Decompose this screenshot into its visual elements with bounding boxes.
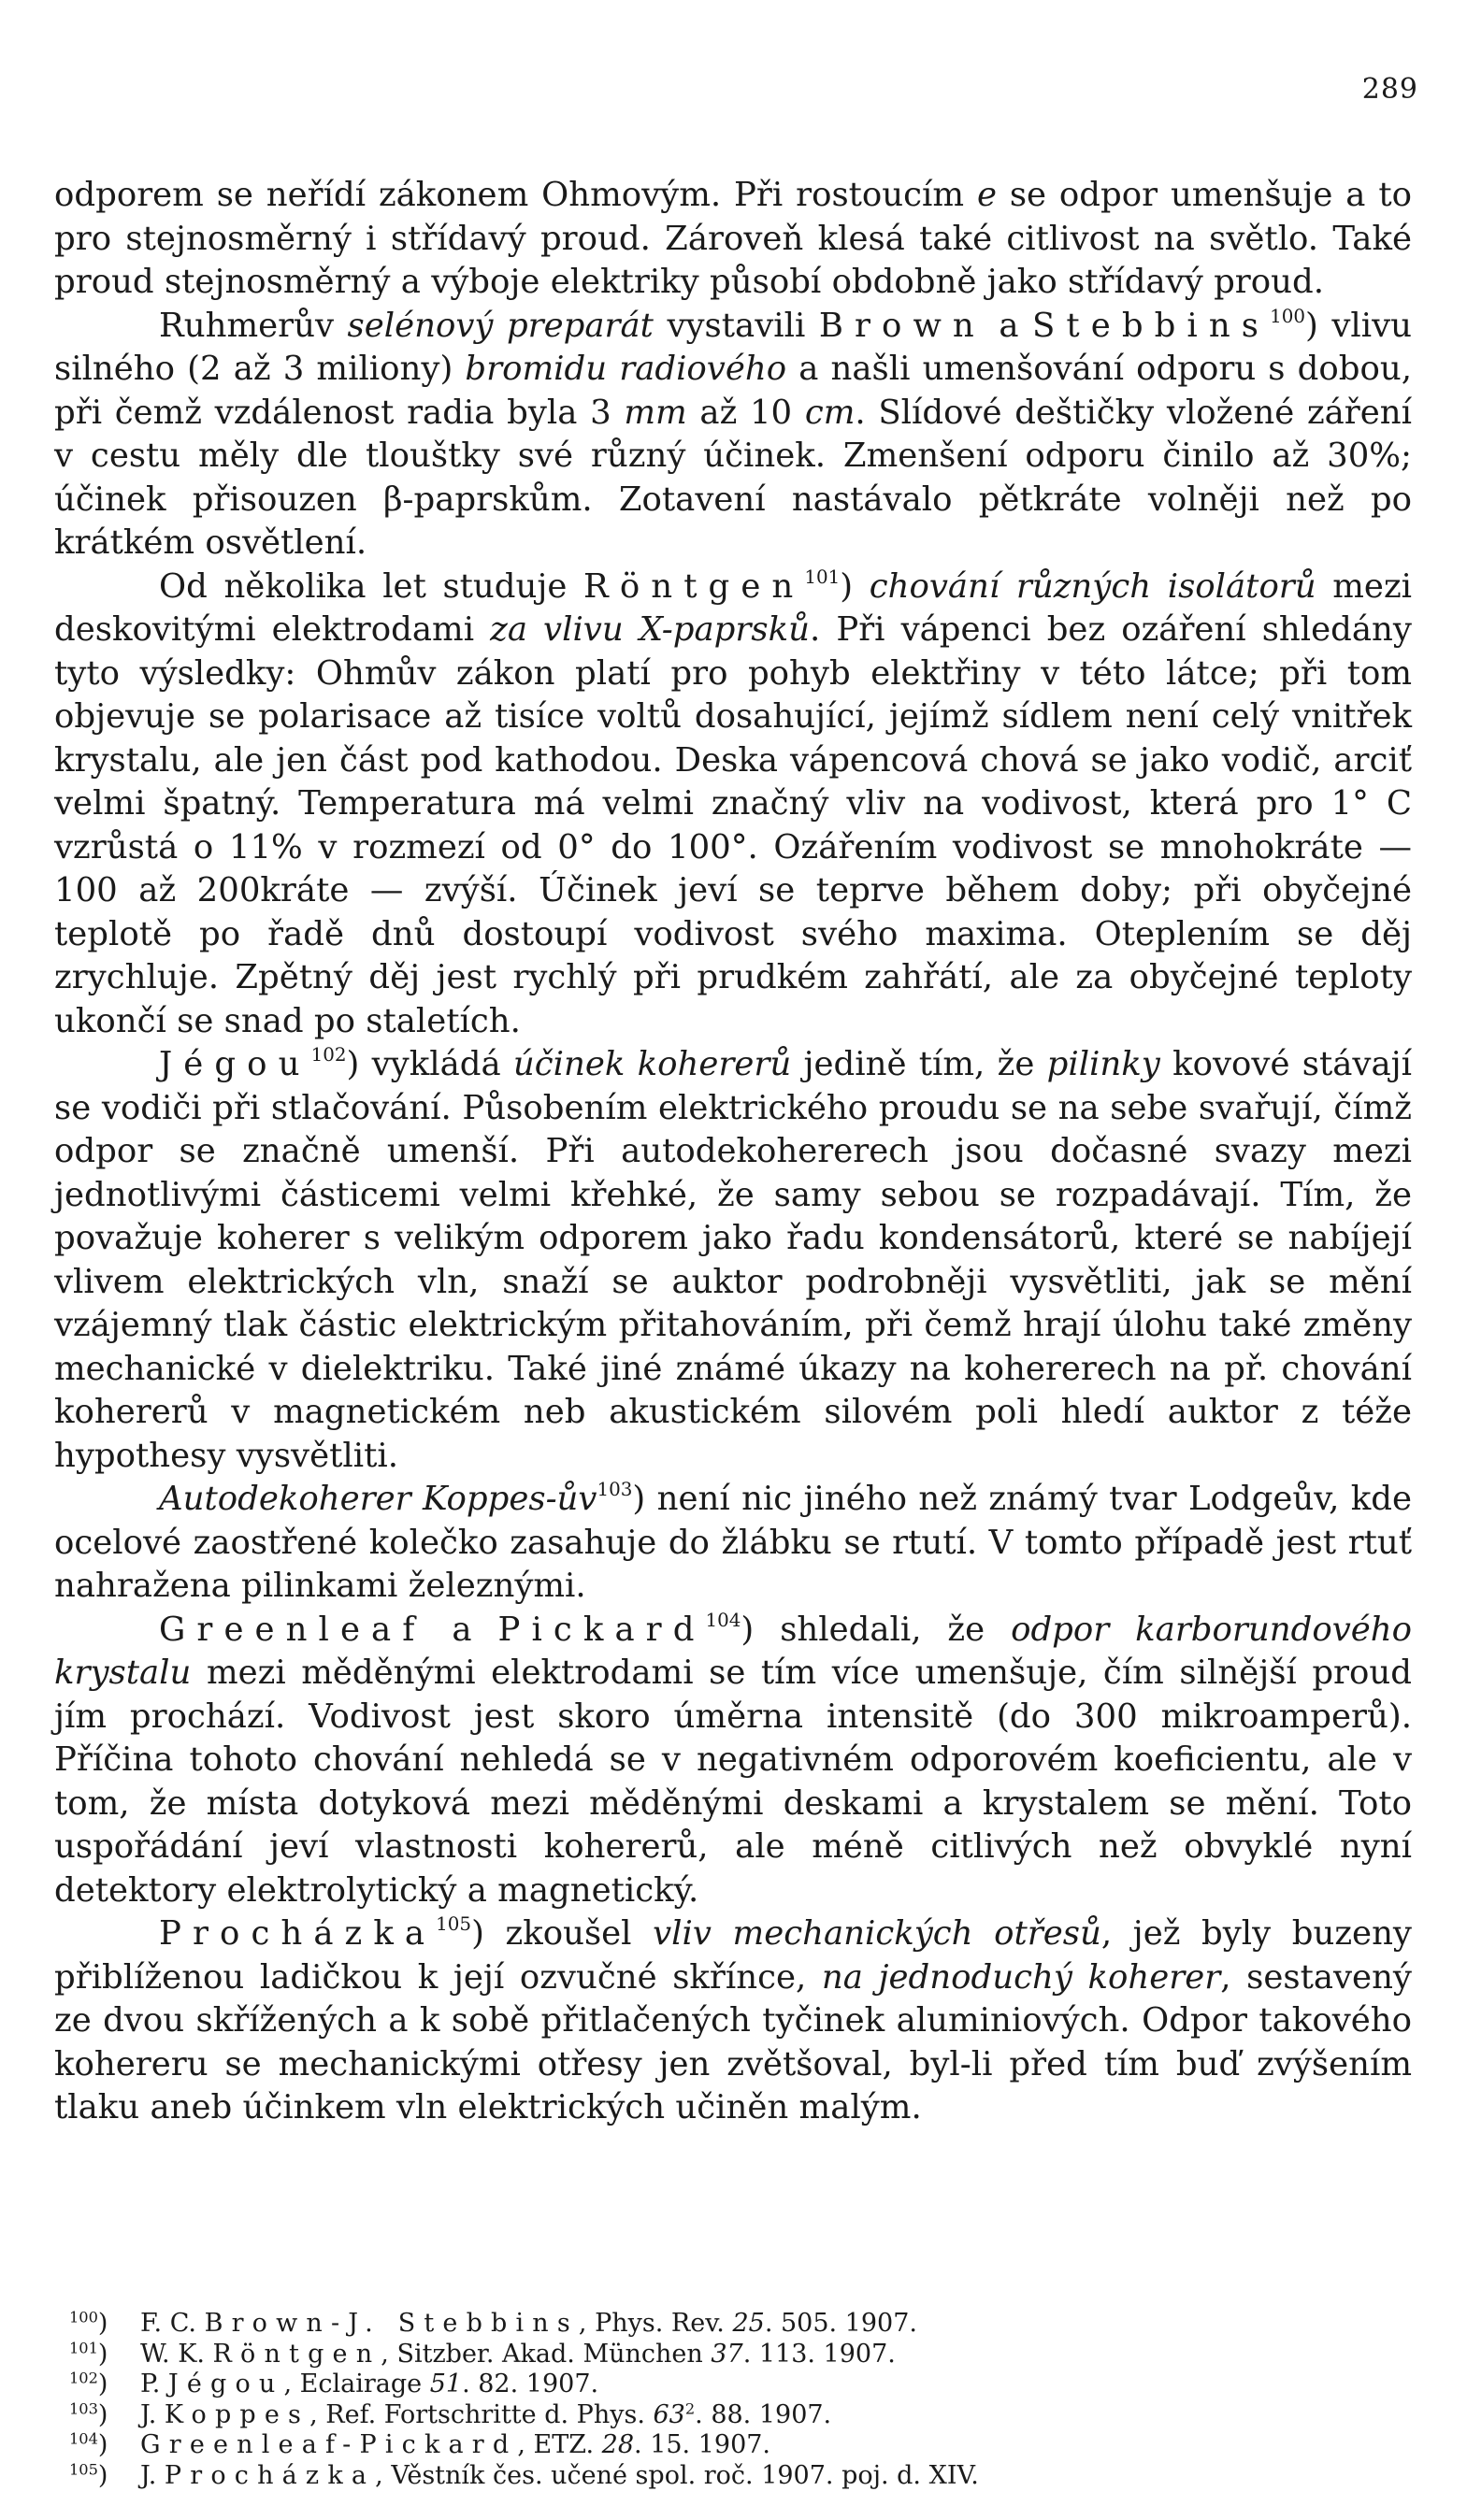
italic-text: vliv mechanických otřesů bbox=[653, 1914, 1101, 1953]
italic-text: 37 bbox=[711, 2339, 743, 2369]
text-run: , sestavený ze dvou skřížených a k sobě přitlačených tyčinek aluminiových. Odpor takového kohereru se mechanickými otřesy jen zvětšoval, byl-li před tím buď zvýšením tlaku aneb účinkem vln elektrických učiněn malým. bbox=[54, 1957, 1412, 2126]
footnote-ref: 104 bbox=[705, 1609, 741, 1631]
body-text bbox=[54, 174, 1412, 2130]
text-run: . 88. 1907. bbox=[695, 2399, 832, 2429]
text-run: , Věstník čes. učené spol. roč. 1907. poj. d. XIV. bbox=[375, 2460, 979, 2490]
text-run: a bbox=[425, 1610, 498, 1649]
text-run: , Sitzber. Akad. München bbox=[381, 2339, 712, 2369]
text-run: mezi měděnými elektrodami se tím více umenšuje, čím silnější proud jím prochází. Vodivost jest skoro úměrna intensitě (do 300 mikroamperů). Příčina tohoto chování nehledá se v negativném odporovém koeficientu, ale v tom, že místa dotyková mezi měděnými deskami a krystalem se mění. Toto uspořádání jeví vlastnosti kohererů, ale méně citlivých než obvyklé nyní detektory elektrolytický a magnetický. bbox=[54, 1654, 1412, 1910]
footnote-ref: 103 bbox=[597, 1479, 633, 1501]
italic-text: 25 bbox=[732, 2309, 765, 2338]
footnote bbox=[69, 2398, 1384, 2431]
footnote-mark: $^{100}$) bbox=[69, 2308, 108, 2338]
paragraph bbox=[54, 1912, 1412, 2130]
footnote-mark: $^{104}$) bbox=[69, 2429, 108, 2459]
text-run: jedině tím, že bbox=[791, 1045, 1047, 1083]
paragraph bbox=[54, 174, 1412, 305]
footnote-number: 103 bbox=[69, 2398, 98, 2417]
italic-text: bromidu radiového bbox=[465, 350, 787, 388]
text-run: , Ref. Fortschritte d. Phys. bbox=[309, 2399, 654, 2429]
italic-text: Autodekoherer Koppes-ův bbox=[159, 1480, 597, 1518]
text-run: J. bbox=[140, 2399, 165, 2429]
italic-text: 51 bbox=[429, 2370, 463, 2398]
text-run: ) shledali, že bbox=[741, 1610, 1012, 1649]
footnote-number: 105 bbox=[69, 2459, 98, 2478]
spaced-name: Brown bbox=[818, 306, 985, 345]
italic-text: 63 bbox=[653, 2399, 685, 2429]
paragraph bbox=[54, 566, 1412, 1044]
footnote-ref: 2 bbox=[684, 2398, 696, 2417]
paragraph bbox=[54, 1043, 1412, 1478]
spaced-name: Koppes bbox=[164, 2399, 310, 2429]
text-run: . 113. 1907. bbox=[742, 2339, 896, 2369]
footnote bbox=[69, 2429, 1384, 2461]
text-run: . 82. 1907. bbox=[462, 2370, 599, 2398]
spaced-name: Jégou bbox=[167, 2370, 284, 2398]
text-run: a bbox=[985, 306, 1033, 345]
footnotes bbox=[69, 2308, 1384, 2491]
text-run: ) není nic jiného než známý tvar Lodgeův, kde ocelové zaostřené kolečko zasahuje do žlábku se rtutí. V tomto případě jest rtuť nahražena pilinkami železnými. bbox=[54, 1480, 1412, 1605]
text-run: , ETZ. bbox=[517, 2430, 602, 2459]
text-run: a našli umenšování odporu s dobou, při čemž vzdálenost radia byla 3 bbox=[54, 350, 1412, 432]
text-run: . Slídové deštičky vložené záření v cestu měly dle tlouštky své různý účinek. Zmenšení odporu činilo až 30%; účinek přisouzen β-paprskům. Zotavení nastávalo pětkráte volněji než po krátkém osvětlení. bbox=[54, 393, 1413, 562]
text-run: kovové stávají se vodiči při stlačování. Působením elektrického proudu se na sebe svařují, čímž odpor se značně umenší. Při autodekohererech jsou dočasné svazy mezi jednotlivými částicemi velmi křehké, že samy sebou se rozpadávají. Tím, že považuje koherer s velikým odporem jako řadu kondensátorů, které se nabíjejí vlivem elektrických vln, snaží se auktor podrobněji vysvětliti, jak se mění vzájemný tlak částic elektrickým přitahováním, při čemž hrají úlohu také změny mechanické v dielektriku. Také jiné známé úkazy na kohererech na př. chování kohererů v magnetickém neb akustickém silovém poli hledí auktor z téže hypothesy vysvětliti. bbox=[54, 1045, 1412, 1475]
footnote-number: 101 bbox=[69, 2338, 98, 2356]
footnote-number: 104 bbox=[69, 2429, 98, 2448]
spaced-name: Procházka bbox=[159, 1914, 437, 1953]
text-run: ) vykládá bbox=[346, 1045, 513, 1083]
italic-text: za vlivu X-paprsků bbox=[490, 610, 810, 649]
spaced-name: Röntgen bbox=[583, 566, 805, 606]
italic-text: na jednoduchý koherer bbox=[821, 1957, 1221, 1997]
spaced-name: Stebbins bbox=[1032, 306, 1271, 345]
italic-text: selénový preparát bbox=[347, 306, 654, 345]
text-run: . Při vápenci bez ozáření shledány tyto výsledky: Ohmův zákon platí pro pohyb elektřiny v této látce; při tom objevuje se polarisace až tisíce voltů dosahující, jejímž sídlem není celý vnitřek krystalu, ale jen část pod kathodou. Deska vápencová chová se jako vodič, arciť velmi špatný. Temperatura má velmi značný vliv na vodivost, která pro 1° C vzrůstá o 11% v rozmezí od 0° do 100°. Ozářením vodivost se mnohokráte — 100 až 200kráte — zvýší. Účinek jeví se teprve během doby; při obyčejné teplotě po řadě dnů dostoupí vodivost svého maxima. Oteplením se děj zrychluje. Zpětný děj jest rychlý při prudkém zahřátí, ale za obyčejné teploty ukončí se snad po staletích. bbox=[54, 610, 1412, 1040]
text-run: mezi deskovitými elektrodami bbox=[54, 566, 1413, 649]
footnote-mark: $^{102}$) bbox=[69, 2369, 108, 2398]
text-run: vystavili bbox=[653, 306, 819, 345]
spaced-name: Greenleaf bbox=[159, 1610, 426, 1649]
italic-text: účinek kohererů bbox=[512, 1045, 792, 1083]
text-run: odporem se neřídí zákonem Ohmovým. Při rostoucím bbox=[54, 176, 977, 214]
footnote bbox=[69, 2369, 1384, 2400]
text-run: F. C. bbox=[140, 2309, 205, 2338]
footnote bbox=[69, 2459, 1384, 2492]
text-run: , Eclairage bbox=[283, 2370, 430, 2398]
text-run: J. bbox=[140, 2460, 165, 2490]
text-run: W. K. bbox=[140, 2339, 213, 2369]
spaced-name: Greenleaf-Pickard bbox=[140, 2430, 518, 2459]
footnote-number: 102 bbox=[69, 2369, 98, 2387]
text-run: . 505. 1907. bbox=[764, 2309, 917, 2338]
italic-text: chování různých isolátorů bbox=[869, 566, 1316, 606]
footnote-ref: 105 bbox=[436, 1913, 472, 1936]
italic-text: 28 bbox=[601, 2430, 635, 2459]
text-run: P. bbox=[140, 2370, 168, 2398]
spaced-name: Brown-J. Stebbins bbox=[204, 2309, 579, 2338]
spaced-name: Pickard bbox=[497, 1610, 706, 1649]
text-run: Od několika let studuje bbox=[159, 566, 584, 606]
footnote-number: 100 bbox=[69, 2308, 98, 2327]
footnote bbox=[69, 2308, 1384, 2340]
spaced-name: Jégou bbox=[159, 1045, 311, 1083]
footnote-ref: 100 bbox=[1270, 305, 1305, 327]
paragraph bbox=[54, 1478, 1412, 1609]
footnote bbox=[69, 2338, 1384, 2370]
paragraph bbox=[54, 305, 1412, 566]
text-run: ) vlivu silného (2 až 3 miliony) bbox=[54, 306, 1412, 388]
footnote-mark: $^{105}$) bbox=[69, 2459, 108, 2490]
text-run: ) zkoušel bbox=[471, 1914, 654, 1953]
spaced-name: Procházka bbox=[164, 2460, 376, 2490]
text-run: až 10 bbox=[686, 393, 805, 432]
footnote-mark: $^{103}$) bbox=[69, 2398, 108, 2429]
text-run: , jež byly buzeny přiblíženou ladičkou k její ozvučné skřínce, bbox=[54, 1914, 1412, 1997]
paragraph bbox=[54, 1609, 1412, 1913]
italic-text: odpor karborundového krystalu bbox=[54, 1610, 1413, 1692]
text-run: , Phys. Rev. bbox=[578, 2309, 733, 2338]
page-number: 289 bbox=[1361, 73, 1418, 106]
italic-text: mm bbox=[624, 393, 687, 432]
footnote-ref: 102 bbox=[310, 1044, 347, 1067]
italic-text: pilinky bbox=[1046, 1045, 1160, 1083]
text-run: . 15. 1907. bbox=[634, 2430, 771, 2459]
footnote-ref: 101 bbox=[804, 566, 841, 588]
spaced-name: Röntgen bbox=[212, 2339, 381, 2369]
text-run: Ruhmerův bbox=[159, 306, 348, 345]
italic-text: e bbox=[976, 176, 997, 214]
text-run: ) bbox=[840, 566, 870, 606]
footnote-mark: $^{101}$) bbox=[69, 2338, 108, 2369]
text-run: se odpor umenšuje a to pro stejnosměrný i střídavý proud. Zároveň klesá také citlivost na světlo. Také proud stejnosměrný a výboje elektriky působí obdobně jako střídavý proud. bbox=[54, 176, 1412, 301]
italic-text: cm bbox=[804, 393, 856, 432]
